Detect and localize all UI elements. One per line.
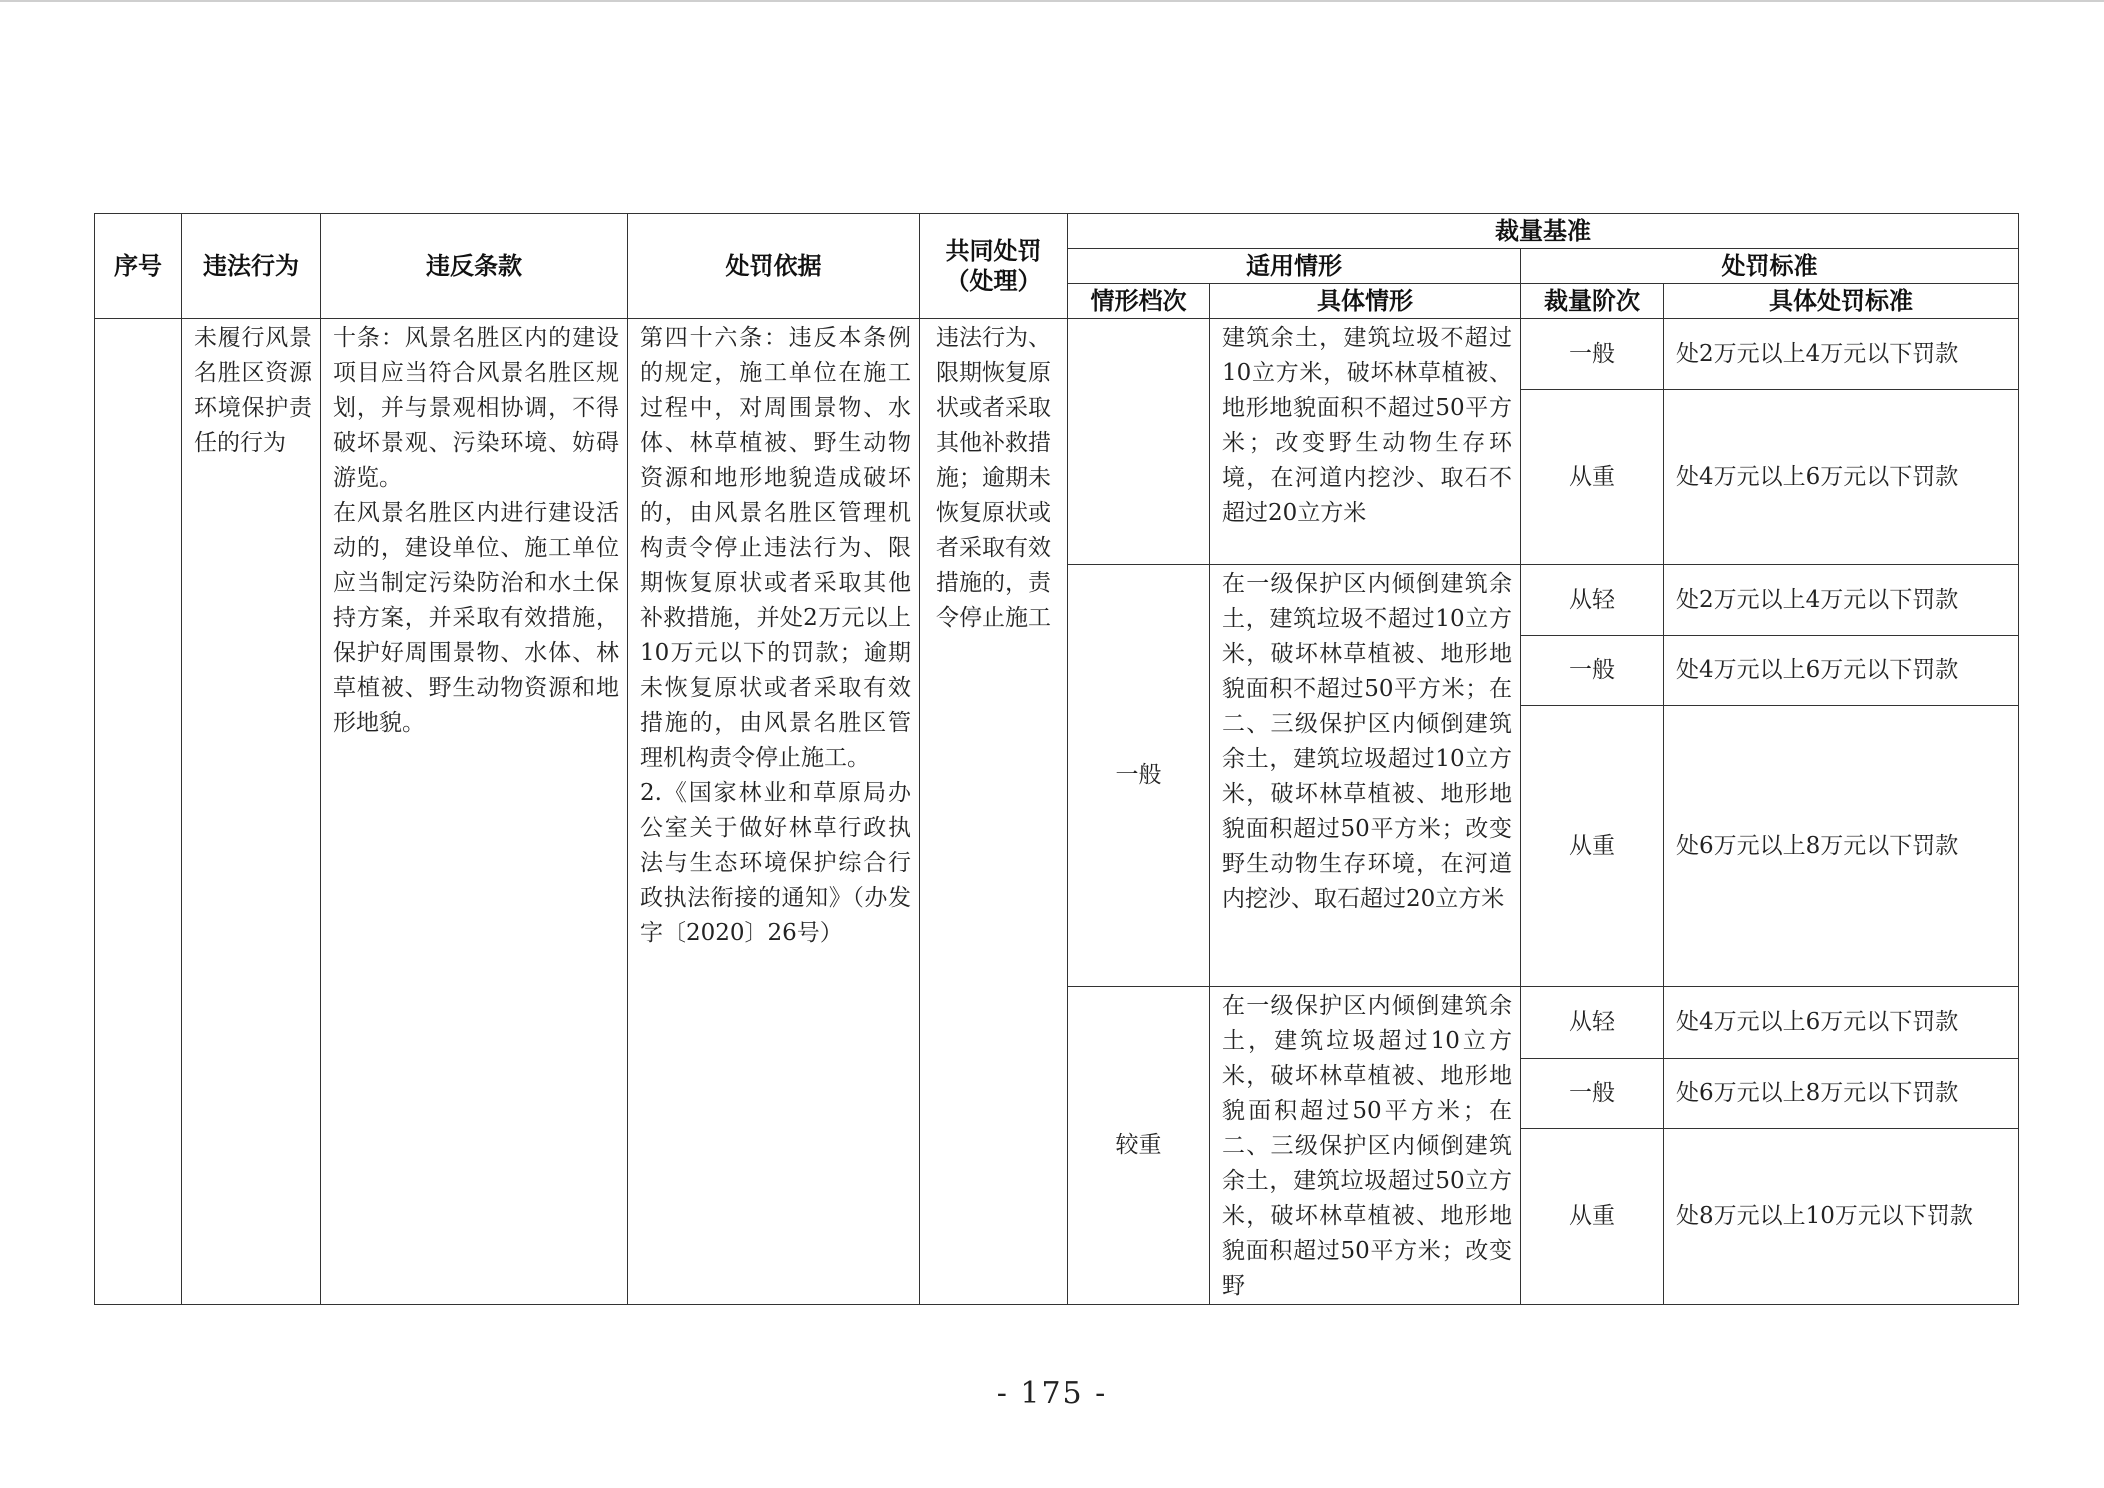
page-top-border [0, 0, 2104, 2]
discretion-benchmark-table [94, 213, 2019, 1305]
header-common: 共同处罚（处理） [920, 214, 1068, 319]
cell-situation: 建筑余土，建筑垃圾不超过10立方米，破坏林草植被、地形地貌面积不超过50平方米；改变野生动物生存环境，在河道内挖沙、取石不超过20立方米 [1210, 319, 1521, 565]
cell-stage: 一般 [1521, 319, 1664, 390]
cell-situation: 在一级保护区内倾倒建筑余土，建筑垃圾不超过10立方米，破坏林草植被、地形地貌面积不超过50平方米；在二、三级保护区内倾倒建筑余土，建筑垃圾超过10立方米，破坏林草植被、地形地貌面积超过50平方米；改变野生动物生存环境，在河道内挖沙、取石超过20立方米 [1210, 565, 1521, 987]
header-stage: 裁量阶次 [1521, 284, 1664, 319]
cell-situation: 在一级保护区内倾倒建筑余土，建筑垃圾超过10立方米，破坏林草植被、地形地貌面积超过50平方米；在二、三级保护区内倾倒建筑余土，建筑垃圾超过50立方米，破坏林草植被、地形地貌面积超过50平方米；改变野 [1210, 987, 1521, 1305]
header-basis: 处罚依据 [628, 214, 920, 319]
cell-stage: 一般 [1521, 1058, 1664, 1129]
cell-standard: 处6万元以上8万元以下罚款 [1664, 1058, 2019, 1129]
header-specific-situation: 具体情形 [1210, 284, 1521, 319]
cell-basis: 第四十六条：违反本条例的规定，施工单位在施工过程中，对周围景物、水体、林草植被、野生动物资源和地形地貌造成破坏的，由风景名胜区管理机构责令停止违法行为、限期恢复原状或者采取其他补救措施，并处2万元以上10万元以下的罚款；逾期未恢复原状或者采取有效措施的，由风景名胜区管理机构责令停止施工。 2.《国家林业和草原局办公室关于做好林草行政执法与生态环境保护综合行政执法衔接的通知》（办发字〔2020〕26号） [628, 319, 920, 1305]
cell-standard: 处2万元以上4万元以下罚款 [1664, 565, 2019, 636]
cell-standard: 处6万元以上8万元以下罚款 [1664, 706, 2019, 987]
cell-stage: 从轻 [1521, 987, 1664, 1059]
header-benchmark: 裁量基准 [1068, 214, 2019, 249]
header-specific-standard: 具体处罚标准 [1664, 284, 2019, 319]
cell-stage: 从重 [1521, 706, 1664, 987]
cell-standard: 处4万元以上6万元以下罚款 [1664, 987, 2019, 1059]
cell-clause: 十条：风景名胜区内的建设项目应当符合风景名胜区规划，并与景观相协调，不得破坏景观、污染环境、妨碍游览。 在风景名胜区内进行建设活动的，建设单位、施工单位应当制定污染防治和水土保持方案，并采取有效措施，保护好周围景物、水体、林草植被、野生动物资源和地形地貌。 [321, 319, 628, 1305]
header-penalty-standard: 处罚标准 [1521, 249, 2019, 284]
cell-behavior: 未履行风景名胜区资源环境保护责任的行为 [182, 319, 321, 1305]
cell-level: 较重 [1068, 987, 1210, 1305]
page-number: - 175 - [996, 1376, 1108, 1411]
cell-level: 一般 [1068, 565, 1210, 987]
cell-seq [95, 319, 182, 1305]
cell-standard: 处2万元以上4万元以下罚款 [1664, 319, 2019, 390]
header-clause: 违反条款 [321, 214, 628, 319]
cell-common-penalty: 违法行为、限期恢复原状或者采取其他补救措施；逾期未恢复原状或者采取有效措施的，责令停止施工 [920, 319, 1068, 1305]
cell-stage: 一般 [1521, 636, 1664, 706]
cell-stage: 从重 [1521, 390, 1664, 565]
cell-level [1068, 319, 1210, 565]
cell-standard: 处8万元以上10万元以下罚款 [1664, 1129, 2019, 1305]
cell-standard: 处4万元以上6万元以下罚款 [1664, 390, 2019, 565]
header-level: 情形档次 [1068, 284, 1210, 319]
cell-standard: 处4万元以上6万元以下罚款 [1664, 636, 2019, 706]
header-behavior: 违法行为 [182, 214, 321, 319]
cell-stage: 从重 [1521, 1129, 1664, 1305]
cell-stage: 从轻 [1521, 565, 1664, 636]
header-applicable: 适用情形 [1068, 249, 1521, 284]
header-seq: 序号 [95, 214, 182, 319]
